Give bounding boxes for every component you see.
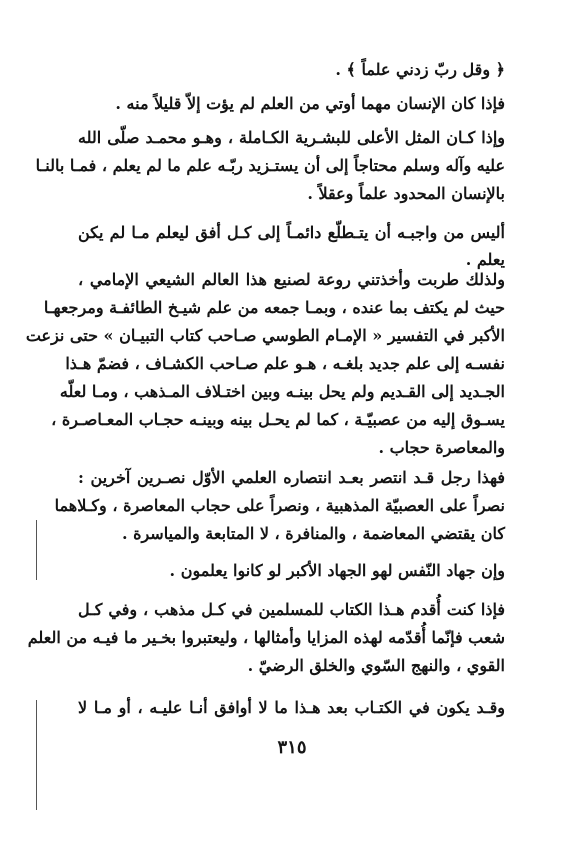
scan-edge-line <box>36 520 37 580</box>
text-line: وإن جهاد النّفس لهو الجهاد الأكبر لو كانوا يعلمون . <box>169 561 505 580</box>
text-line: الأكبر في التفسير « الإمـام الطوسي صـاحب كتاب التبيـان » حتى نزعت <box>25 326 505 345</box>
text-line: فهذا رجل قـد انتصر بعـد انتصاره العلمي الأوّل نصـرين آخرين : <box>78 468 505 487</box>
text-line: فإذا كان الإنسان مهما أوتي من العلم لم يؤت إلاّ قليلاً منه . <box>115 94 505 113</box>
text-line: يعلم . <box>465 250 505 269</box>
text-line: ﴿ وقل ربّ زدني علماً ﴾ . <box>335 60 505 79</box>
text-line: وإذا كـان المثل الأعلى للبشـرية الكـاملة ، وهـو محمـد صلّى الله <box>78 128 505 147</box>
text-line: بالإنسان المحدود علماً وعقلاً . <box>307 184 505 203</box>
text-line: أليس من واجبـه أن يتـطلّع دائمـاً إلى كـل أفق ليعلم مـا لم يكن <box>78 223 505 242</box>
text-line: الجـديد إلى القـديم ولم يحل بينـه وبين اختـلاف المـذهب ، ومـا لعلّه <box>59 382 505 401</box>
text-line: والمعاصرة حجاب . <box>378 438 505 457</box>
text-line: حيث لم يكتف بما عنده ، وبمـا جمعه من علم شيـخ الطائفـة ومرجعهـا <box>43 298 505 317</box>
text-line: كان يقتضي المعاضمة ، والمنافرة ، لا المتابعة والمياسرة . <box>121 524 505 543</box>
page-number: ٣١٥ <box>277 737 307 758</box>
text-line: نصراً على العصبيّة المذهبية ، ونصراً على حجاب المعاصرة ، وكـلاهما <box>54 496 505 515</box>
scan-edge-line <box>36 700 37 810</box>
text-line: شعب فإنّما أُقدّمه لهذه المزايا وأمثالها ، وليعتبروا بخـير ما فيـه من العلم <box>27 628 505 647</box>
text-line: عليه وآله وسلم محتاجاً إلى أن يستـزيد ربّـه علم ما لم يعلم ، فمـا بالنـا <box>35 156 505 175</box>
text-line: يسـوق إليه من عصبيّـة ، كما لم يحـل بينه وبينـه حجـاب المعـاصـرة ، <box>51 410 505 429</box>
text-line: نفسـه إلى علم جديد بلغـه ، هـو علم صـاحب الكشـاف ، فضمّ هـذا <box>65 354 505 373</box>
text-line: فإذا كنت أُقدم هـذا الكتاب للمسلمين في كـل مذهب ، وفي كـل <box>78 600 505 619</box>
text-line: وقـد يكون في الكتـاب بعد هـذا ما لا أوافق أنـا عليـه ، أو مـا لا <box>78 698 505 717</box>
text-line: ولذلك طربت وأخذتني روعة لصنيع هذا العالم الشيعي الإمامي ، <box>78 270 505 289</box>
text-line: القوي ، والنهج السّوي والخلق الرضيّ . <box>247 656 505 675</box>
